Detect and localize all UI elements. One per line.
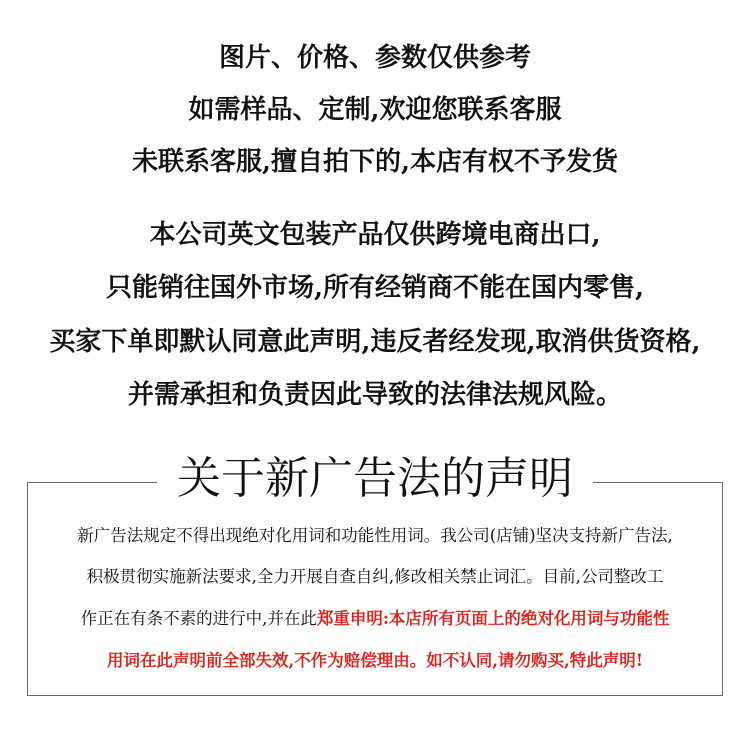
disclaimer-line-2: 如需样品、定制,欢迎您联系客服 — [188, 95, 562, 125]
disclaimer-line-6: 买家下单即默认同意此声明,违反者经发现,取消供货资格, — [49, 327, 701, 357]
disclaimer-line-7: 并需承担和负责因此导致的法律法规风险。 — [127, 380, 622, 410]
disclaimer-line-3: 未联系客服,擅自拍下的,本店有权不予发货 — [131, 147, 619, 177]
notice-paragraph-line-2: 积极贯彻实施新法要求,全力开展自查自纠,修改相关禁止词汇。目前,公司整改工 — [86, 567, 664, 586]
disclaimer-line-4: 本公司英文包装产品仅供跨境电商出口, — [149, 220, 601, 250]
disclaimer-line-1: 图片、价格、参数仅供参考 — [218, 43, 531, 73]
notice-paragraph-line-4: 用词在此声明前全部失效,不作为赔偿理由。如不认同,请勿购买,特此声明! — [107, 651, 643, 670]
disclaimer-line-5: 只能销往国外市场,所有经销商不能在国内零售, — [105, 273, 645, 303]
notice-title-text: 关于新广告法的声明 — [157, 453, 593, 504]
notice-paragraph-line-1: 新广告法规定不得出现绝对化用词和功能性用词。我公司(店铺)坚决支持新广告法, — [77, 526, 673, 545]
notice-line-3-normal: 作正在有条不素的进行中,并在此 — [80, 609, 317, 628]
notice-paragraph-line-3 — [0, 608, 750, 630]
notice-line-3-red: 郑重申明:本店所有页面上的绝对化用词与功能性 — [316, 609, 670, 628]
notice-title — [0, 452, 750, 506]
